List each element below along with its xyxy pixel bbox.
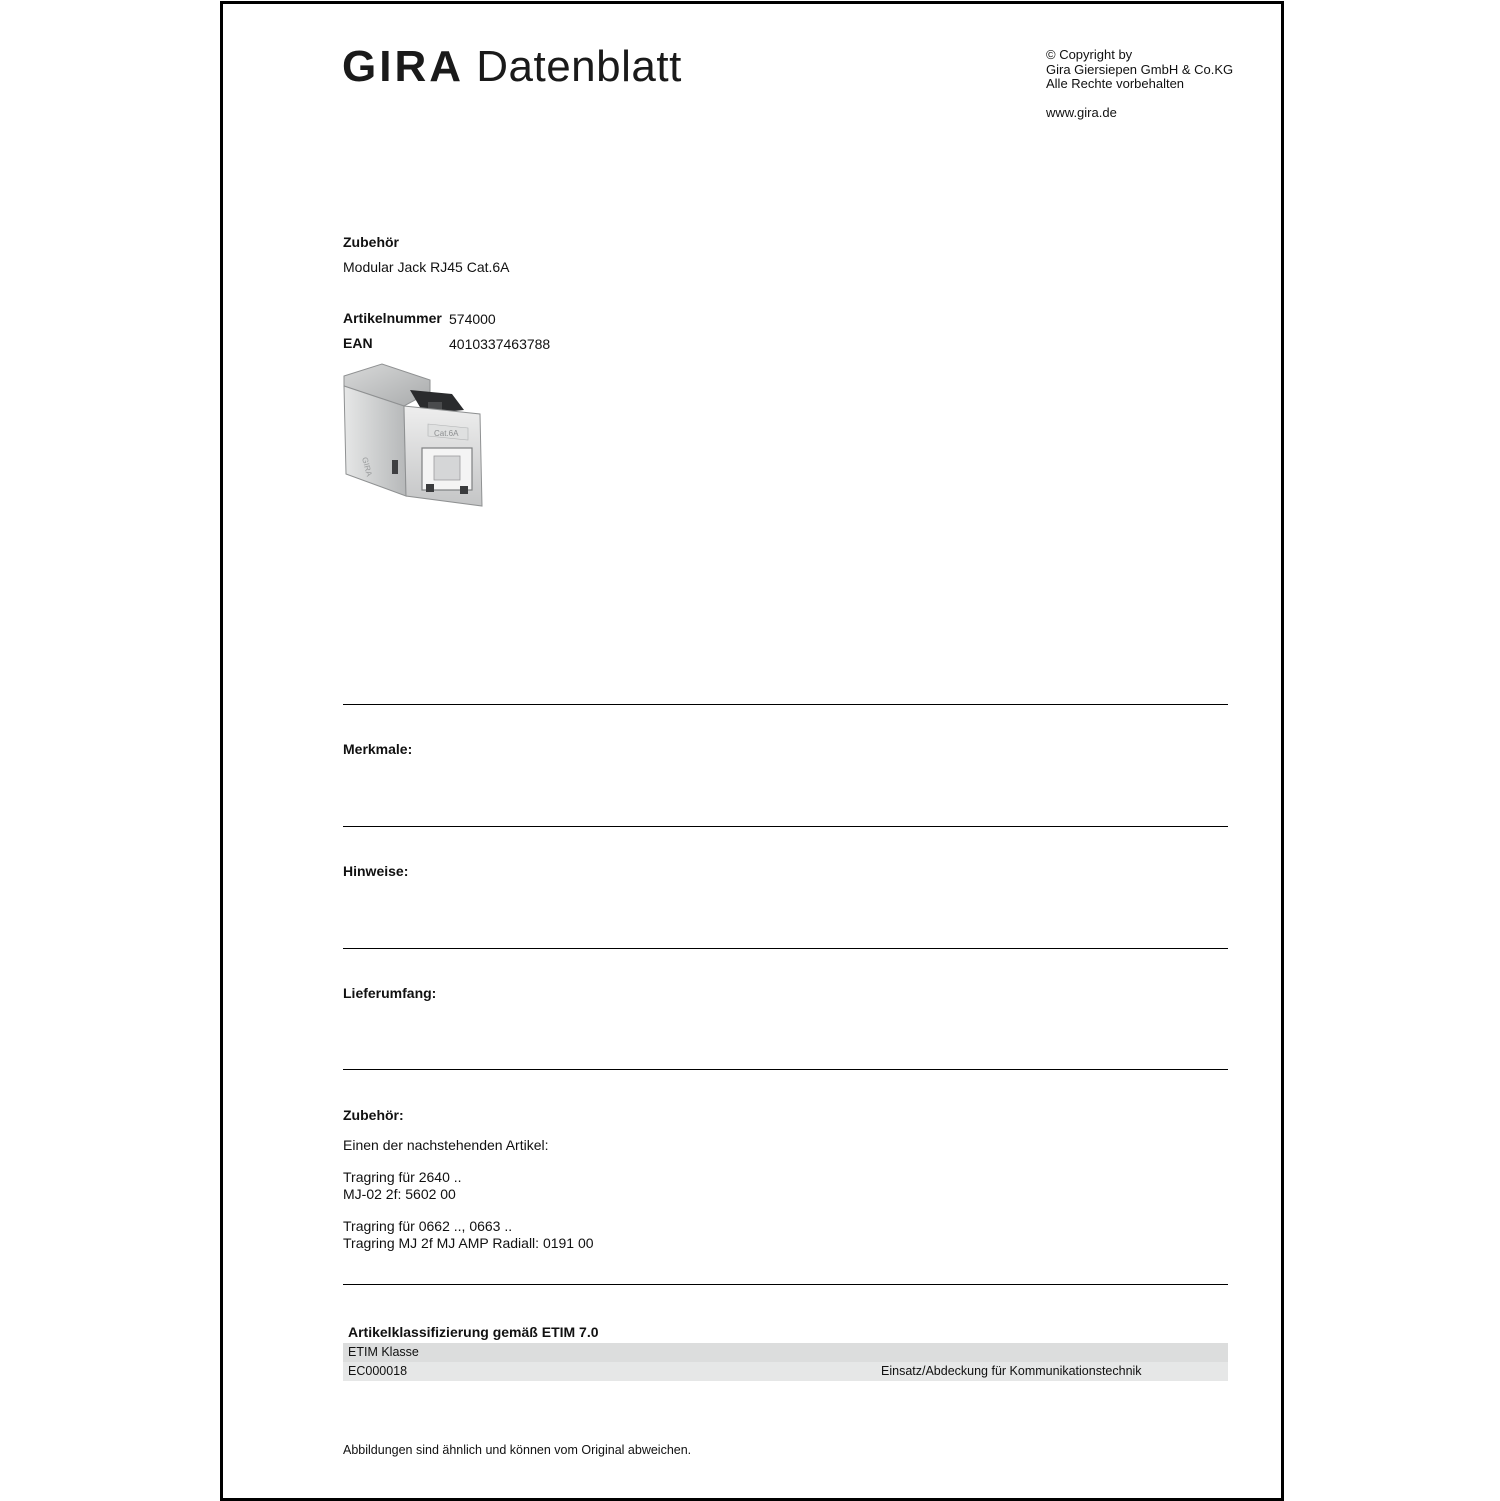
- section-divider: [343, 948, 1228, 949]
- jack-brand: GIRA: [360, 456, 374, 478]
- notes-heading: Hinweise:: [343, 863, 409, 879]
- etim-description: Einsatz/Abdeckung für Kommunikationstechnik: [881, 1364, 1142, 1378]
- etim-code: EC000018: [348, 1364, 408, 1378]
- section-divider: [343, 826, 1228, 827]
- datasheet-title: [342, 42, 682, 92]
- article-number-label: Artikelnummer: [343, 310, 442, 326]
- etim-title: Artikelklassifizierung gemäß ETIM 7.0: [348, 1324, 599, 1340]
- product-image: [342, 362, 490, 512]
- features-heading: Merkmale:: [343, 741, 413, 757]
- section-divider: [343, 1069, 1228, 1070]
- etim-header-row: [343, 1343, 1228, 1362]
- accessory-item: Tragring für 2640 ..: [343, 1169, 462, 1185]
- product-name: Modular Jack RJ45 Cat.6A: [343, 259, 510, 275]
- accessory-item: Tragring für 0662 .., 0663 ..: [343, 1218, 513, 1234]
- disclaimer: Abbildungen sind ähnlich und können vom Original abweichen.: [343, 1443, 692, 1457]
- ean-value: 4010337463788: [449, 336, 551, 352]
- accessory-item: Tragring MJ 2f MJ AMP Radiall: 0191 00: [343, 1235, 594, 1251]
- product-category: Zubehör: [343, 234, 399, 250]
- website-link[interactable]: www.gira.de: [1046, 105, 1117, 120]
- section-divider: [343, 704, 1228, 705]
- copyright-line: © Copyright by: [1046, 47, 1133, 62]
- accessories-heading: Zubehör:: [343, 1107, 404, 1123]
- etim-class-label: ETIM Klasse: [348, 1345, 419, 1359]
- scope-heading: Lieferumfang:: [343, 985, 437, 1001]
- jack-label: Cat.6A: [434, 429, 459, 438]
- doc-type: Datenblatt: [476, 42, 682, 91]
- copyright-line: Alle Rechte vorbehalten: [1046, 76, 1185, 91]
- etim-data-row: [343, 1362, 1228, 1381]
- ean-label: EAN: [343, 335, 373, 351]
- accessory-item: MJ-02 2f: 5602 00: [343, 1186, 456, 1202]
- copyright-block: [1046, 48, 1233, 92]
- section-divider: [343, 1284, 1228, 1285]
- article-number-value: 574000: [449, 311, 496, 327]
- accessories-intro: Einen der nachstehenden Artikel:: [343, 1137, 549, 1153]
- copyright-line: Gira Giersiepen GmbH & Co.KG: [1046, 61, 1234, 77]
- gira-logo: GIRA: [342, 42, 464, 91]
